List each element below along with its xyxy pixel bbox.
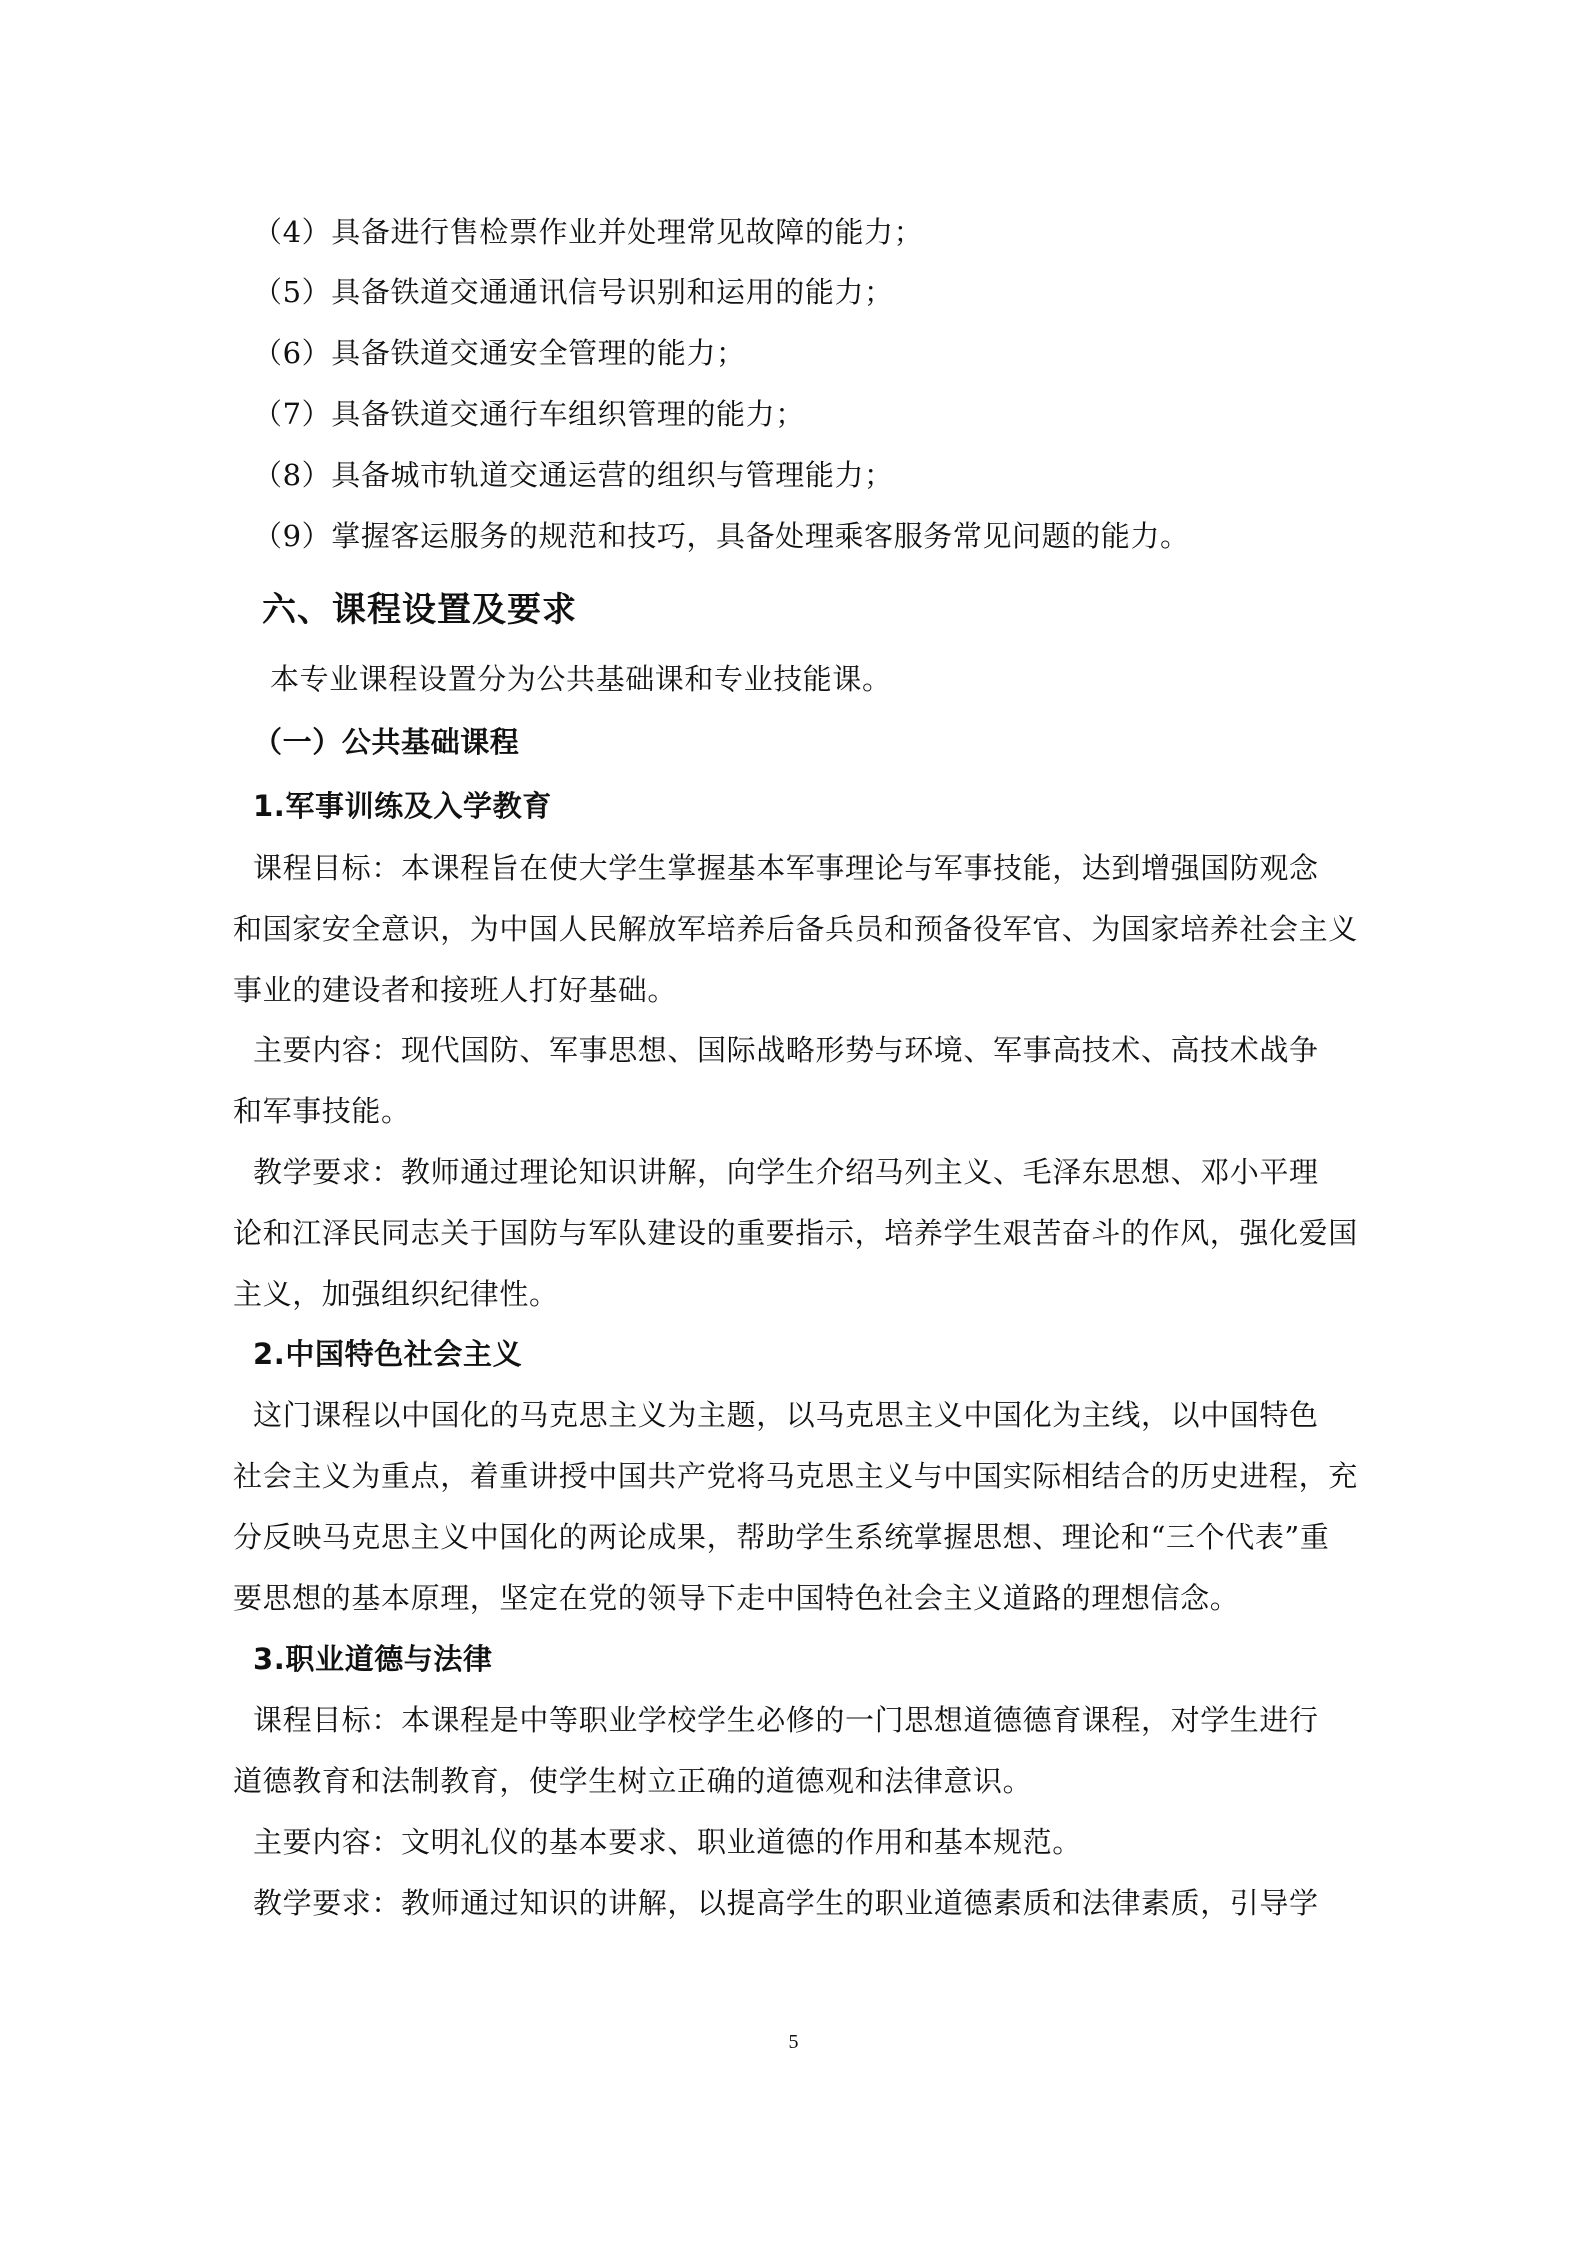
paragraph-line: 教学要求：教师通过理论知识讲解，向学生介绍马列主义、毛泽东思想、邓小平理	[253, 1155, 1319, 1189]
course-title-2: 2.中国特色社会主义	[253, 1337, 523, 1371]
paragraph-line: 主义，加强组织纪律性。	[233, 1277, 559, 1311]
paragraph-line: 和国家安全意识，为中国人民解放军培养后备兵员和预备役军官、为国家培养社会主义	[233, 912, 1358, 946]
paragraph-line: 分反映马克思主义中国化的两论成果，帮助学生系统掌握思想、理论和“三个代表”重	[233, 1520, 1330, 1554]
page-number: 5	[788, 2031, 799, 2053]
ability-item-8: （8）具备城市轨道交通运营的组织与管理能力；	[253, 458, 894, 492]
subsection-heading: （一）公共基础课程	[253, 725, 520, 759]
section-intro: 本专业课程设置分为公共基础课和专业技能课。	[270, 662, 892, 696]
paragraph-line: 课程目标：本课程旨在使大学生掌握基本军事理论与军事技能，达到增强国防观念	[253, 851, 1319, 885]
paragraph-line: 和军事技能。	[233, 1094, 411, 1128]
ability-item-4: （4）具备进行售检票作业并处理常见故障的能力；	[253, 215, 924, 249]
paragraph-line: 道德教育和法制教育，使学生树立正确的道德观和法律意识。	[233, 1764, 1033, 1798]
ability-item-6: （6）具备铁道交通安全管理的能力；	[253, 336, 746, 370]
paragraph-line: 论和江泽民同志关于国防与军队建设的重要指示，培养学生艰苦奋斗的作风，强化爱国	[233, 1216, 1358, 1250]
paragraph-line: 主要内容：文明礼仪的基本要求、职业道德的作用和基本规范。	[253, 1825, 1082, 1859]
paragraph-line: 这门课程以中国化的马克思主义为主题，以马克思主义中国化为主线，以中国特色	[253, 1398, 1319, 1432]
course-title-1: 1.军事训练及入学教育	[253, 789, 552, 823]
ability-item-9: （9）掌握客运服务的规范和技巧，具备处理乘客服务常见问题的能力。	[253, 519, 1190, 553]
paragraph-line: 课程目标：本课程是中等职业学校学生必修的一门思想道德德育课程，对学生进行	[253, 1703, 1319, 1737]
paragraph-line: 事业的建设者和接班人打好基础。	[233, 973, 678, 1007]
paragraph-line: 主要内容：现代国防、军事思想、国际战略形势与环境、军事高技术、高技术战争	[253, 1033, 1319, 1067]
ability-item-5: （5）具备铁道交通通讯信号识别和运用的能力；	[253, 275, 894, 309]
paragraph-line: 社会主义为重点，着重讲授中国共产党将马克思主义与中国实际相结合的历史进程，充	[233, 1459, 1358, 1493]
course-title-3: 3.职业道德与法律	[253, 1642, 493, 1676]
paragraph-line: 教学要求：教师通过知识的讲解，以提高学生的职业道德素质和法律素质，引导学	[253, 1886, 1319, 1920]
paragraph-line: 要思想的基本原理，坚定在党的领导下走中国特色社会主义道路的理想信念。	[233, 1581, 1240, 1615]
ability-item-7: （7）具备铁道交通行车组织管理的能力；	[253, 397, 805, 431]
section-heading: 六、课程设置及要求	[262, 590, 577, 630]
